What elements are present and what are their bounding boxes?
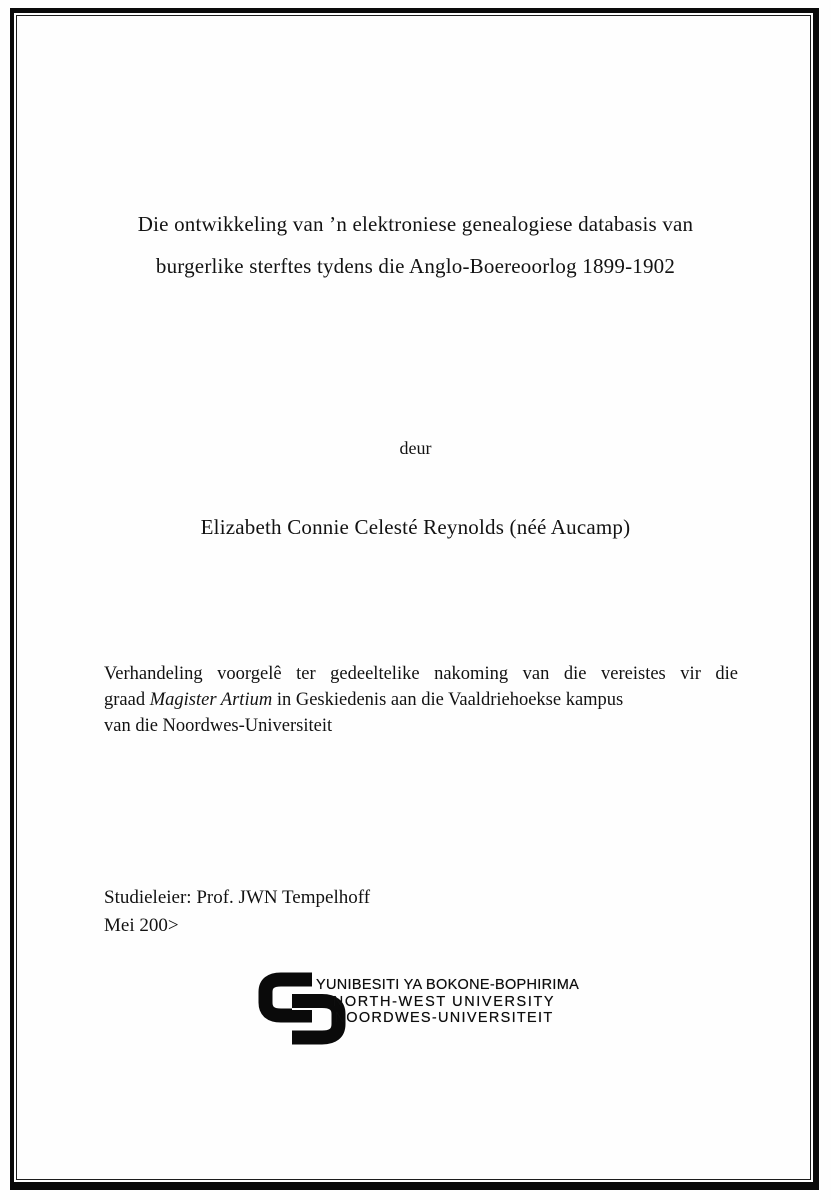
author-name: Elizabeth Connie Celesté Reynolds (néé Aucamp)	[200, 515, 631, 539]
statement-line-3: van die Noordwes-Universiteit	[104, 716, 333, 736]
statement-line-1: Verhandeling voorgelê ter gedeeltelike nakoming van die vereistes vir die	[104, 664, 738, 684]
thesis-title-line-2: burgerlike sterftes tydens die Anglo-Boereoorlog 1899-1902	[155, 254, 676, 278]
logo-text-line-2: NORTH-WEST UNIVERSITY	[332, 993, 556, 1010]
date-line: Mei 200>	[104, 914, 179, 936]
supervisor-line: Studieleier: Prof. JWN Tempelhoff	[104, 887, 371, 908]
university-logo-text	[316, 977, 580, 1027]
statement-line-2	[104, 687, 738, 713]
statement-line-2-post: in Geskiedenis aan die Vaaldriehoekse kampus	[272, 690, 624, 710]
logo-text-line-3: NOORDWES-UNIVERSITEIT	[334, 1010, 554, 1026]
statement-line-2-pre: graad	[104, 690, 150, 710]
degree-name-italic: Magister Artium	[149, 690, 273, 710]
byline-deur: deur	[399, 438, 432, 458]
supervisor-block	[104, 884, 370, 939]
thesis-title-line-1: Die ontwikkeling van ’n elektroniese genealogiese databasis van	[137, 212, 694, 236]
submission-statement	[104, 661, 738, 739]
logo-text-line-1: YUNIBESITI YA BOKONE-BOPHIRIMA	[316, 977, 580, 993]
